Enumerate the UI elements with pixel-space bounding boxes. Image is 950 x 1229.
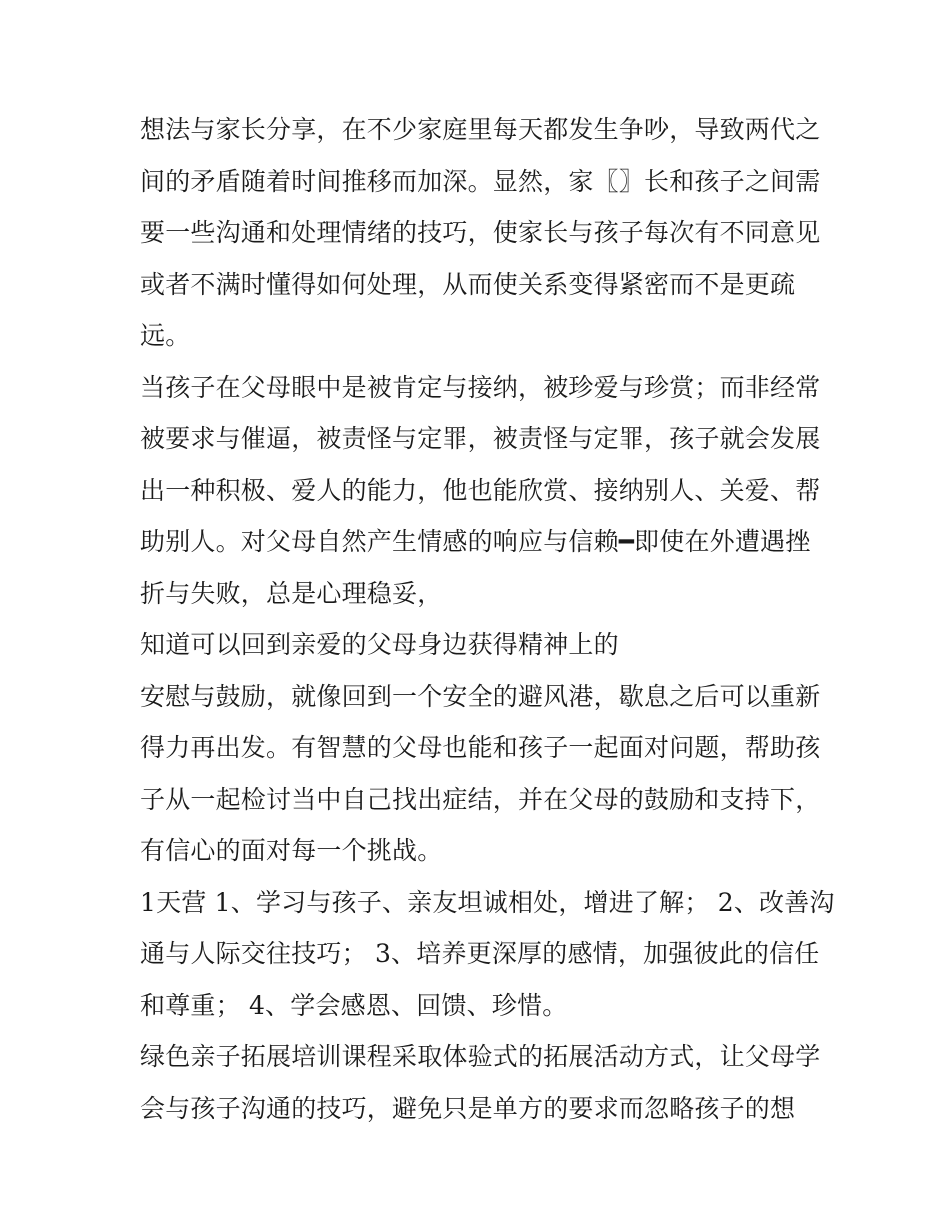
text-line: 被要求与催逼，被责怪与定罪，被责怪与定罪，孩子就会发展 — [140, 424, 821, 453]
text-line: 有信心的面对每一个挑战。 — [140, 836, 443, 865]
text-line: 知道可以回到亲爱的父母身边获得精神上的 — [140, 630, 619, 659]
text-line: 安慰与鼓励，就像回到一个安全的避风港，歇息之后可以重新 — [140, 681, 821, 711]
text-line: 通与人际交往技巧； 3、培养更深厚的感情，加强彼此的信任 — [140, 939, 820, 968]
text-line: 想法与家长分享，在不少家庭里每天都发生争吵，导致两代之 — [140, 115, 821, 144]
text-line: 和尊重； 4、学会感恩、回馈、珍惜。 — [140, 990, 568, 1020]
text-line: 子从一起检讨当中自己找出症结，并在父母的鼓励和支持下， — [140, 784, 821, 814]
text-line: 会与孩子沟通的技巧，避免只是单方的要求而忽略孩子的想 — [140, 1093, 796, 1123]
text-line: 1天营 1、学习与孩子、亲友坦诚相处，增进了解； 2、改善沟 — [140, 887, 835, 917]
text-line: 或者不满时懂得如何处理，从而使关系变得紧密而不是更疏 — [140, 269, 796, 299]
text-line: 要一些沟通和处理情绪的技巧，使家长与孩子每次有不同意见 — [140, 218, 821, 247]
document-body — [140, 104, 835, 1134]
text-line: 折与失败，总是心理稳妥， — [140, 578, 443, 608]
text-line: 远。 — [140, 321, 191, 350]
text-line: 得力再出发。有智慧的父母也能和孩子一起面对问题，帮助孩 — [140, 733, 821, 762]
text-line: 助别人。对父母自然产生情感的响应与信赖━即使在外遭遇挫 — [140, 527, 811, 556]
text-line: 间的矛盾随着时间推移而加深。显然，家〖〗长和孩子之间需 — [140, 166, 821, 196]
text-line: 出一种积极、爱人的能力，他也能欣赏、接纳别人、关爱、帮 — [140, 475, 821, 505]
text-line: 绿色亲子拓展培训课程采取体验式的拓展活动方式，让父母学 — [140, 1042, 821, 1071]
text-line: 当孩子在父母眼中是被肯定与接纳，被珍爱与珍赏；而非经常 — [140, 372, 821, 402]
